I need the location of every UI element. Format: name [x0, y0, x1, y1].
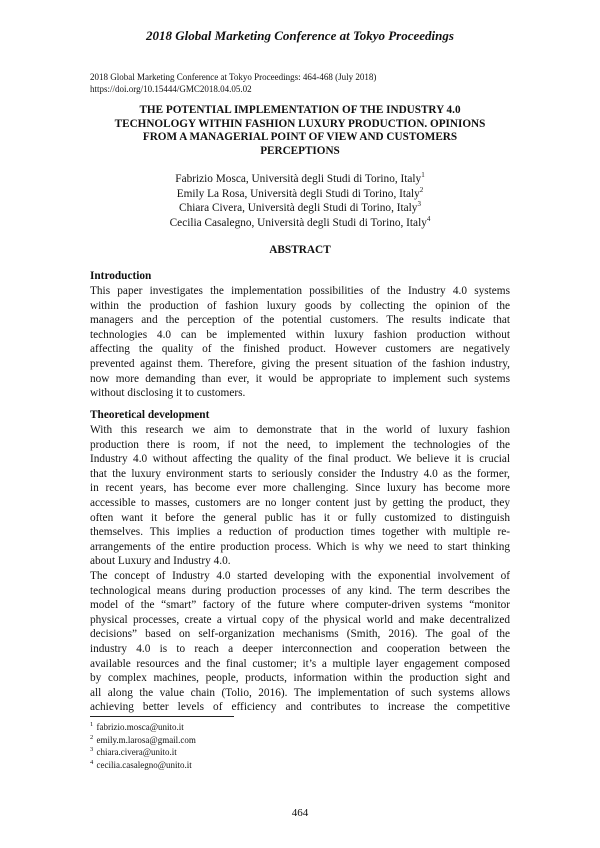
text-line: production there is room, if not the need, to implement the technologies of the: [90, 438, 510, 451]
text-line: With this research we aim to demonstrate that in the world of luxury fashion: [90, 424, 510, 436]
footnote-marker: 3: [90, 746, 94, 754]
author-affiliation: Fabrizio Mosca, Università degli Studi di Torino, Italy: [175, 173, 422, 185]
introduction-paragraph: [90, 284, 510, 401]
footnote: [90, 734, 390, 747]
author-line: [90, 187, 510, 202]
author-affiliation: Chiara Civera, Università degli Studi di Torino, Italy: [179, 202, 418, 215]
footnote-marker: 3: [417, 200, 421, 209]
footnote-marker: 4: [90, 758, 94, 766]
theoretical-development-heading: Theoretical development: [90, 409, 210, 421]
text-line: available resources and the final customer; it’s a multiple layer engagement composed: [90, 657, 510, 670]
footnote-marker: 2: [90, 733, 94, 741]
footnote-marker: 4: [426, 215, 431, 224]
footnote: [90, 721, 390, 734]
author-affiliation: Emily La Rosa, Università degli Studi di Torino, Italy: [176, 187, 420, 200]
author-line: [90, 172, 510, 187]
footnote: [90, 746, 390, 759]
text-line: achieving better levels of efficiency and contributes to increase the competitive: [90, 701, 510, 714]
introduction-heading: Introduction: [90, 270, 152, 282]
footnote-marker: 1: [421, 171, 425, 180]
text-line: model of the “smart” factory of the future where computer-driven systems “monitor: [90, 599, 510, 612]
text-line: physical processes, create a virtual copy of the physical world and make decentralized: [90, 613, 510, 626]
text-line: often want it before the general public has it or fully customized to distinguish: [90, 511, 510, 524]
running-header: 2018 Global Marketing Conference at Tokyo Proceedings: [146, 28, 454, 43]
text-line: managers and the perception of the potential customers. The results indicate that: [90, 314, 510, 327]
text-line: accessible to masses, customers are no longer content just by getting the product, they: [90, 496, 510, 509]
text-line: Industry 4.0 without affecting the quality of the final product. We believe it is crucial: [90, 453, 510, 466]
footnote: [90, 759, 390, 772]
footnote-marker: 1: [90, 721, 94, 728]
title-line: FROM A MANAGERIAL POINT OF VIEW AND CUSTOMERS: [142, 131, 458, 143]
text-line: about Luxury and Industry 4.0.: [90, 555, 231, 568]
text-line: within the production of fashion luxury goods by collecting the opinion of the: [90, 299, 510, 312]
text-line: The concept of Industry 4.0 started developing with the exponential involvement of: [90, 570, 510, 582]
author-list: [90, 172, 510, 230]
text-line: themselves. This implies a reduction of production times together with multiple re-: [90, 526, 510, 539]
citation-line: 2018 Global Marketing Conference at Tokyo Proceedings: 464-468 (July 2018): [90, 72, 377, 82]
paper-title: [90, 104, 510, 158]
text-line: technological means during production processes of any kind. The term describes the: [90, 584, 510, 597]
email-link[interactable]: chiara.civera@unito.it: [96, 747, 177, 758]
theoretical-paragraph-1: [90, 423, 510, 569]
text-line: all along the value chain (Tolio, 2016). The implementation of such systems allows: [90, 686, 510, 699]
title-line: THE POTENTIAL IMPLEMENTATION OF THE INDUSTRY 4.0: [139, 104, 461, 116]
author-line: [90, 201, 510, 216]
text-line: that the luxury environment starts to seriously consider the Industry 4.0 as the former,: [90, 467, 510, 480]
page-number: 464: [291, 807, 309, 819]
footnotes: [90, 721, 390, 771]
text-line: technologies 4.0 can be implemented within luxury fashion production without: [90, 328, 510, 341]
author-line: [90, 216, 510, 231]
doi-link[interactable]: https://doi.org/10.15444/GMC2018.04.05.02: [90, 84, 252, 94]
text-line: in recent years, has become ever more challenging. Since luxury has become more: [90, 482, 510, 495]
citation-block: [90, 71, 510, 95]
footnote-marker: 2: [419, 185, 424, 194]
title-line: PERCEPTIONS: [260, 144, 340, 157]
text-line: arrangements of the entire production process. Which is why we need to start thinking: [90, 540, 510, 553]
text-line: This paper investigates the implementation possibilities of the Industry 4.0 systems: [90, 285, 510, 297]
text-line: decisions” based on self-organization mechanisms (Smith, 2016). The goal of the: [90, 628, 510, 641]
title-line: TECHNOLOGY WITHIN FASHION LUXURY PRODUCTION. OPINIONS: [114, 117, 486, 130]
theoretical-paragraph-2: [90, 569, 510, 715]
footnote-divider: [90, 716, 234, 717]
email-link[interactable]: emily.m.larosa@gmail.com: [96, 734, 196, 745]
email-link[interactable]: cecilia.casalegno@unito.it: [96, 759, 192, 770]
email-link[interactable]: fabrizio.mosca@unito.it: [96, 722, 184, 732]
text-line: industry 4.0 is to reach a deeper interconnection and cooperation between the: [90, 642, 510, 655]
text-line: without disclosing it to customers.: [90, 387, 246, 400]
text-line: affecting the quality of the finished product. However customers are negatively: [90, 343, 510, 356]
text-line: now more demanding than ever, it would be appropriate to implement such systems: [90, 372, 510, 385]
author-affiliation: Cecilia Casalegno, Università degli Studi di Torino, Italy: [169, 216, 427, 229]
text-line: prevented against them. Therefore, giving the present situation of the fashion industry,: [90, 357, 510, 370]
abstract-heading: ABSTRACT: [269, 244, 331, 256]
text-line: by complex machines, people, products, information within the production sight and: [90, 672, 510, 685]
